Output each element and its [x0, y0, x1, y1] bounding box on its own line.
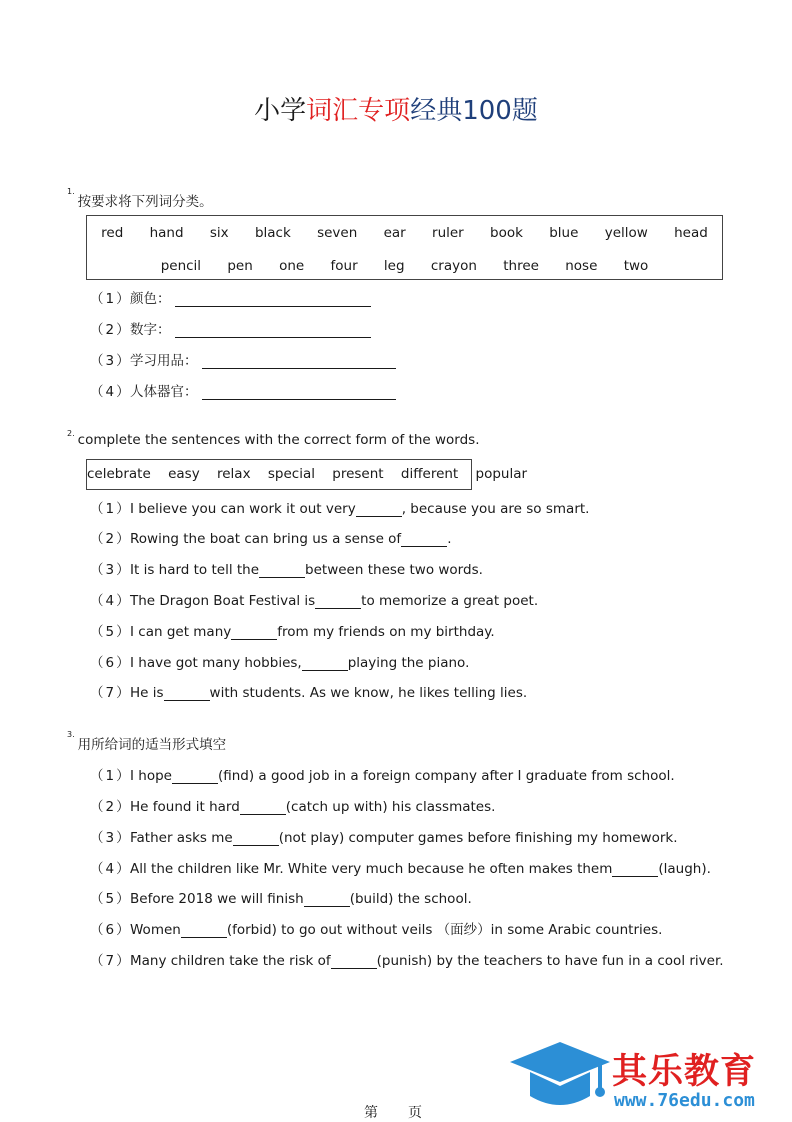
word-bank-1-row-1 — [87, 225, 722, 241]
sentence-end: (catch up with) his classmates. — [285, 799, 496, 815]
item-number: （2） — [90, 531, 132, 547]
question-1-heading — [67, 187, 213, 210]
item-label: 颜色： — [130, 291, 171, 307]
item-number: （4） — [90, 861, 132, 877]
question-2-number: 2. — [67, 429, 75, 438]
answer-blank[interactable] — [401, 533, 447, 547]
item-number: （1） — [90, 291, 132, 307]
sentence-start: Father asks me — [130, 830, 233, 846]
title-part-1: 小学 — [254, 96, 307, 126]
item-number: （7） — [90, 685, 132, 701]
word: one — [279, 258, 305, 274]
word: crayon — [430, 258, 477, 274]
question-3-text: 用所给词的适当形式填空 — [77, 737, 227, 753]
word: popular — [475, 466, 528, 482]
sentence-start: I believe you can work it out very — [130, 501, 356, 517]
sentence-start: Rowing the boat can bring us a sense of — [130, 531, 402, 547]
answer-blank[interactable] — [356, 503, 402, 517]
sentence-end: . — [447, 531, 452, 547]
word: ruler — [432, 225, 464, 241]
word: yellow — [604, 225, 648, 241]
word: red — [101, 225, 124, 241]
item-number: （7） — [90, 953, 132, 969]
sentence-start: Many children take the risk of — [130, 953, 331, 969]
sentence-start: Before 2018 we will finish — [130, 891, 304, 907]
q2-item-2 — [90, 527, 451, 547]
answer-blank[interactable] — [175, 292, 371, 307]
item-label: 人体器官： — [130, 384, 198, 400]
answer-blank[interactable] — [202, 354, 396, 369]
item-number: （5） — [90, 624, 132, 640]
q3-item-5 — [90, 887, 472, 907]
q2-item-6 — [90, 651, 469, 671]
word: special — [267, 466, 315, 482]
sentence-end: (forbid) to go out without veils （面纱）in some Arabic countries. — [226, 922, 663, 938]
sentence-end: (punish) by the teachers to have fun in a cool river. — [376, 953, 724, 969]
q1-item-2 — [90, 318, 371, 338]
item-label: 数字： — [130, 322, 171, 338]
question-2-text: complete the sentences with the correct form of the words. — [77, 432, 480, 448]
q2-item-5 — [90, 620, 495, 640]
q3-item-4 — [90, 857, 711, 877]
item-number: （4） — [90, 384, 132, 400]
item-number: （1） — [90, 768, 132, 784]
footer-left: 第 — [364, 1105, 378, 1121]
logo-name: 其乐教育 — [612, 1052, 757, 1092]
page-footer — [364, 1102, 452, 1122]
word: blue — [549, 225, 579, 241]
page-title — [0, 90, 792, 127]
sentence-end: (build) the school. — [349, 891, 472, 907]
item-number: （2） — [90, 799, 132, 815]
sentence-end: from my friends on my birthday. — [277, 624, 495, 640]
word-bank-1-row-2 — [87, 258, 722, 274]
question-1-number: 1. — [67, 187, 75, 196]
word: ear — [383, 225, 406, 241]
word: present — [332, 466, 384, 482]
sentence-end: to memorize a great poet. — [361, 593, 539, 609]
brand-logo — [508, 1038, 788, 1118]
sentence-start: He is — [130, 685, 164, 701]
answer-blank[interactable] — [181, 924, 227, 938]
word: three — [503, 258, 539, 274]
q3-item-6 — [90, 918, 662, 938]
answer-blank[interactable] — [304, 893, 350, 907]
q3-item-2 — [90, 795, 495, 815]
word: two — [623, 258, 649, 274]
sentence-start: All the children like Mr. White very much because he often makes them — [130, 861, 613, 877]
answer-blank[interactable] — [302, 657, 348, 671]
sentence-start: I can get many — [130, 624, 232, 640]
question-3-number: 3. — [67, 730, 75, 739]
word: seven — [317, 225, 358, 241]
title-part-3: 经典100题 — [410, 96, 538, 126]
item-number: （6） — [90, 655, 132, 671]
q3-item-7 — [90, 949, 724, 969]
word-bank-2 — [86, 459, 528, 490]
word: relax — [216, 466, 251, 482]
sentence-end: , because you are so smart. — [401, 501, 590, 517]
word: easy — [168, 466, 200, 482]
sentence-end: (find) a good job in a foreign company after I graduate from school. — [217, 768, 675, 784]
word: different — [400, 466, 459, 482]
answer-blank[interactable] — [202, 385, 396, 400]
sentence-start: He found it hard — [130, 799, 240, 815]
q1-item-3 — [90, 349, 396, 369]
q2-item-3 — [90, 558, 483, 578]
item-number: （6） — [90, 922, 132, 938]
sentence-end: (laugh). — [658, 861, 711, 877]
item-number: （3） — [90, 562, 132, 578]
question-2-heading — [67, 429, 480, 448]
word: head — [674, 225, 708, 241]
word-bank-1 — [86, 215, 723, 280]
sentence-start: The Dragon Boat Festival is — [130, 593, 316, 609]
q3-item-1 — [90, 764, 675, 784]
word: nose — [565, 258, 598, 274]
logo-url: www.76edu.com — [614, 1090, 755, 1111]
answer-blank[interactable] — [231, 626, 277, 640]
q2-item-4 — [90, 589, 538, 609]
title-part-2: 词汇专项 — [306, 96, 411, 126]
question-3-heading — [67, 730, 227, 753]
q1-item-4 — [90, 380, 396, 400]
sentence-start: It is hard to tell the — [130, 562, 260, 578]
word: pen — [227, 258, 253, 274]
item-number: （3） — [90, 353, 132, 369]
sentence-start: I have got many hobbies, — [130, 655, 302, 671]
q1-item-1 — [90, 287, 371, 307]
item-number: （3） — [90, 830, 132, 846]
answer-blank[interactable] — [240, 801, 286, 815]
graduation-cap-icon — [508, 1038, 612, 1114]
answer-blank[interactable] — [315, 595, 361, 609]
sentence-end: (not play) computer games before finishing my homework. — [278, 830, 678, 846]
sentence-end: playing the piano. — [347, 655, 470, 671]
answer-blank[interactable] — [612, 863, 658, 877]
answer-blank[interactable] — [233, 832, 279, 846]
q3-item-3 — [90, 826, 678, 846]
word: hand — [149, 225, 184, 241]
footer-right: 页 — [408, 1105, 422, 1121]
sentence-start: Women — [130, 922, 181, 938]
answer-blank[interactable] — [259, 564, 305, 578]
question-1-text: 按要求将下列词分类。 — [77, 194, 213, 210]
sentence-start: I hope — [130, 768, 172, 784]
answer-blank[interactable] — [164, 687, 210, 701]
q2-item-1 — [90, 497, 589, 517]
word: leg — [383, 258, 405, 274]
word: pencil — [160, 258, 202, 274]
item-number: （1） — [90, 501, 132, 517]
word: celebrate — [87, 466, 151, 482]
word: six — [209, 225, 229, 241]
sentence-end: between these two words. — [305, 562, 483, 578]
word: book — [490, 225, 523, 241]
word: four — [330, 258, 358, 274]
sentence-end: with students. As we know, he likes telling lies. — [209, 685, 528, 701]
item-label: 学习用品： — [130, 353, 198, 369]
answer-blank[interactable] — [172, 770, 218, 784]
answer-blank[interactable] — [331, 955, 377, 969]
item-number: （2） — [90, 322, 132, 338]
q2-item-7 — [90, 681, 527, 701]
answer-blank[interactable] — [175, 323, 371, 338]
item-number: （5） — [90, 891, 132, 907]
word: black — [254, 225, 291, 241]
item-number: （4） — [90, 593, 132, 609]
